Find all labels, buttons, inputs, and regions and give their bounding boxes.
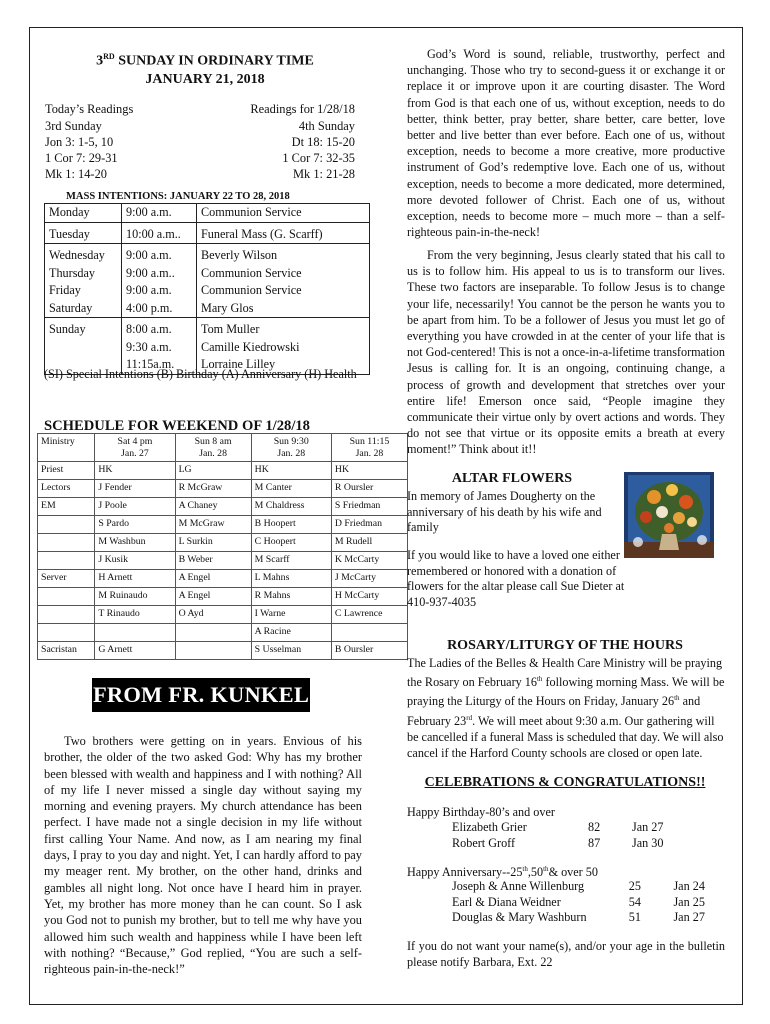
schedule-cell: M Canter xyxy=(251,480,331,498)
next-readings-title: Readings for 1/28/18 xyxy=(250,102,355,116)
schedule-row xyxy=(38,624,408,642)
celebrations-title: CELEBRATIONS & CONGRATULATIONS!! xyxy=(424,775,706,790)
schedule-cell: B Oursler xyxy=(331,642,407,660)
mass-time: 11:15a.m. xyxy=(122,356,197,374)
schedule-cell: S Friedman xyxy=(331,498,407,516)
mass-day: Tuesday xyxy=(45,222,122,244)
schedule-cell: R Oursler xyxy=(331,480,407,498)
schedule-row xyxy=(38,534,408,552)
birthday-item xyxy=(452,820,712,836)
schedule-cell: Priest xyxy=(38,462,95,480)
schedule-cell: D Friedman xyxy=(331,516,407,534)
schedule-header-cell: Sun 8 am Jan. 28 xyxy=(175,434,251,462)
anniversary-item xyxy=(452,879,722,895)
page-title: 3RD SUNDAY IN ORDINARY TIME JANUARY 21, 2018 xyxy=(96,52,314,87)
schedule-row xyxy=(38,588,408,606)
mass-intention-row xyxy=(45,282,370,300)
schedule-cell xyxy=(38,534,95,552)
mass-time: 9:00 a.m. xyxy=(122,282,197,300)
reading-right: Dt 18: 15-20 xyxy=(291,135,355,149)
mass-time: 8:00 a.m. xyxy=(122,318,197,339)
intentions-legend: (SI) Special Intentions (B) Birthday (A) Anniversary (H) Health xyxy=(44,367,357,381)
schedule-cell: A Racine xyxy=(251,624,331,642)
schedule-cell: Sacristan xyxy=(38,642,95,660)
schedule-cell: C Hoopert xyxy=(251,534,331,552)
schedule-row xyxy=(38,462,408,480)
mass-intention: Communion Service xyxy=(201,265,302,280)
reading-right: 4th Sunday xyxy=(298,119,355,133)
schedule-cell: HK xyxy=(331,462,407,480)
birthday-name: Elizabeth Grier xyxy=(452,820,527,834)
schedule-row xyxy=(38,552,408,570)
schedule-cell xyxy=(38,552,95,570)
mass-intention-row xyxy=(45,222,370,244)
schedule-cell: R Mahns xyxy=(251,588,331,606)
birthday-name: Robert Groff xyxy=(452,835,516,850)
schedule-cell: K McCarty xyxy=(331,552,407,570)
anniversary-name: Douglas & Mary Washburn xyxy=(452,910,587,925)
anniversary-date: Jan 27 xyxy=(673,910,705,925)
schedule-cell: J Kusik xyxy=(95,552,175,570)
reading-left: 1 Cor 7: 29-31 xyxy=(45,151,118,165)
schedule-cell xyxy=(95,624,175,642)
schedule-cell: O Ayd xyxy=(175,606,251,624)
birthday-age: 87 xyxy=(588,835,601,850)
schedule-cell xyxy=(38,606,95,624)
schedule-cell: M McGraw xyxy=(175,516,251,534)
mass-day: Sunday xyxy=(45,318,122,339)
schedule-cell: R McGraw xyxy=(175,480,251,498)
mass-time: 4:00 p.m. xyxy=(122,300,197,318)
mass-intention: Lorraine Lilley xyxy=(201,357,276,371)
schedule-cell: H McCarty xyxy=(331,588,407,606)
schedule-row xyxy=(38,498,408,516)
schedule-cell: S Usselman xyxy=(251,642,331,660)
schedule-row xyxy=(38,642,408,660)
schedule-cell: G Arnett xyxy=(95,642,175,660)
mass-intention: Mary Glos xyxy=(201,300,254,315)
schedule-cell xyxy=(175,642,251,660)
schedule-cell: H Arnett xyxy=(95,570,175,588)
birthday-heading: Happy Birthday-80’s and over xyxy=(407,805,555,819)
schedule-header-cell: Sat 4 pm Jan. 27 xyxy=(95,434,175,462)
mass-intentions-table xyxy=(44,203,370,375)
schedule-cell: M Ruinaudo xyxy=(95,588,175,606)
mass-day xyxy=(45,339,122,357)
schedule-header-cell: Sun 11:15 Jan. 28 xyxy=(331,434,407,462)
anniversary-years: 51 xyxy=(628,910,641,925)
anniversary-name: Joseph & Anne Willenburg xyxy=(452,879,585,893)
anniversary-name: Earl & Diana Weidner xyxy=(452,894,561,909)
schedule-cell: M Scarff xyxy=(251,552,331,570)
altar-memory-text: In memory of James Dougherty on the anniversary of his death by his wife and family xyxy=(407,489,602,534)
reading-right: Mk 1: 21-28 xyxy=(293,167,355,181)
birthday-date: Jan 30 xyxy=(632,835,664,850)
anniversary-item xyxy=(452,910,722,926)
schedule-cell: I Warne xyxy=(251,606,331,624)
schedule-cell: M Washbun xyxy=(95,534,175,552)
mass-time: 9:30 a.m. xyxy=(122,339,197,357)
reading-left: Mk 1: 14-20 xyxy=(45,167,107,181)
mass-intention-row xyxy=(45,204,370,223)
schedule-cell xyxy=(38,588,95,606)
schedule-row xyxy=(38,516,408,534)
mass-intention: Funeral Mass (G. Scarff) xyxy=(197,222,370,244)
birthday-date: Jan 27 xyxy=(632,820,664,834)
mass-time: 10:00 a.m.. xyxy=(122,222,197,244)
schedule-cell: M Chaldress xyxy=(251,498,331,516)
mass-intention-row xyxy=(45,318,370,339)
schedule-row xyxy=(38,480,408,498)
schedule-cell: HK xyxy=(251,462,331,480)
schedule-title: SCHEDULE FOR WEEKEND OF 1/28/18 xyxy=(44,418,310,434)
kunkel-title: FROM FR. KUNKEL xyxy=(92,678,310,712)
reading-left: 3rd Sunday xyxy=(45,119,102,133)
schedule-header-row xyxy=(38,434,408,462)
schedule-cell xyxy=(38,624,95,642)
mass-day: Monday xyxy=(45,204,122,223)
mass-intention: Beverly Wilson xyxy=(197,244,370,265)
schedule-cell: A Engel xyxy=(175,588,251,606)
schedule-cell: B Hoopert xyxy=(251,516,331,534)
mass-intention: Camille Kiedrowski xyxy=(201,339,300,354)
mass-day: Saturday xyxy=(45,300,122,318)
schedule-cell: L Mahns xyxy=(251,570,331,588)
schedule-cell: C Lawrence xyxy=(331,606,407,624)
schedule-cell: LG xyxy=(175,462,251,480)
schedule-cell: A Engel xyxy=(175,570,251,588)
reading-right: 1 Cor 7: 32-35 xyxy=(282,151,355,165)
mass-day: Thursday xyxy=(45,265,122,283)
schedule-cell: EM xyxy=(38,498,95,516)
schedule-cell xyxy=(175,624,251,642)
schedule-cell: B Weber xyxy=(175,552,251,570)
rosary-text: The Ladies of the Belles & Health Care Ministry will be praying the Rosary on February 16th following morning Mass. We will be praying the Liturgy of the Hours on Friday, January 26th and February 23rd. We will meet about 9:30 a.m. Our gathering will be cancelled if a funeral Mass is scheduled that day. We will also cancel if the Harford County schools are closed or open late. xyxy=(407,656,725,761)
anniversary-item xyxy=(452,895,722,911)
schedule-row xyxy=(38,570,408,588)
birthday-age: 82 xyxy=(588,820,601,834)
anniversary-list xyxy=(452,879,722,926)
rosary-title: ROSARY/LITURGY OF THE HOURS xyxy=(447,638,683,653)
kunkel-story: Two brothers were getting on in years. Envious of his brother, the older of the two asked God: Why has my brother been blessed with wealth and happiness and I with nothing? All of my life I never missed a single day without saying my morning and evening prayers. My church attendance has been perfect. I have made not a single decision in my life without first calling Your Name. And now, as I am nearing my final days, I pray to you day and night. Yet, I can hardly afford to pay my meager rent. My brother, on the other hand, drinks and gambles all night long. Not once have I heard him in prayer. Yet, my brother has more money than he can count. So I ask you God not to punish my brother, but to tell me why have you allowed him such wealth and happiness while I have been left with nothing? “Because,” God replied, “You are such a self-righteous pain-in-the-neck!” xyxy=(44,734,362,977)
anniversary-date: Jan 25 xyxy=(673,894,705,909)
altar-request-text: If you would like to have a loved one either remembered or honored with a donation of flowers for the altar please call Sue Dieter at 410-937-4035 xyxy=(407,548,625,609)
schedule-cell: Lectors xyxy=(38,480,95,498)
schedule-row xyxy=(38,606,408,624)
mass-intention-row xyxy=(45,244,370,265)
altar-flowers-title: ALTAR FLOWERS xyxy=(451,471,573,486)
schedule-cell: HK xyxy=(95,462,175,480)
schedule-header-cell: Ministry xyxy=(38,434,95,462)
schedule-cell: J Poole xyxy=(95,498,175,516)
mass-day: Wednesday xyxy=(45,244,122,265)
schedule-cell: S Pardo xyxy=(95,516,175,534)
mass-time: 9:00 a.m. xyxy=(122,244,197,265)
mass-intention-row xyxy=(45,339,370,357)
schedule-cell: J Fender xyxy=(95,480,175,498)
anniversary-years: 25 xyxy=(628,879,641,893)
mass-time: 9:00 a.m. xyxy=(122,204,197,223)
birthday-item xyxy=(452,836,712,852)
todays-readings-title: Today’s Readings xyxy=(45,102,134,116)
mass-intentions-heading: MASS INTENTIONS: JANUARY 22 TO 28, 2018 xyxy=(66,191,290,202)
anniversary-years: 54 xyxy=(628,894,641,909)
mass-intention: Communion Service xyxy=(201,283,302,297)
reading-left: Jon 3: 1-5, 10 xyxy=(45,135,114,149)
schedule-cell xyxy=(331,624,407,642)
schedule-header-cell: Sun 9:30 Jan. 28 xyxy=(251,434,331,462)
birthday-list xyxy=(452,820,712,851)
reflection-paragraph-2: From the very beginning, Jesus clearly stated that his call to us is to follow him. His appeal to us is to transform our lives. These two factors are inseparable. To follow Jesus is to change your life, necessarily! You cannot be the person he wants you to be apart from him. To be a follower of Jesus you must let go of everything you have crowded in at the center of your life that is not God-centered! This is not a once-in-a-lifetime transformation Jesus is calling for. It is an ongoing, continuing change, a process of growth and development that stretches over your entire life! Emerson once said, “People imagine they communicate their virtue only by overt actions and words. They do not see that virtue or its opposite emits a breath at every moment!” Think about it!! xyxy=(407,248,725,457)
schedule-cell: A Chaney xyxy=(175,498,251,516)
flower-arrangement-image xyxy=(624,472,714,558)
anniversary-heading: Happy Anniversary--25th,50th& over 50 xyxy=(407,865,598,880)
privacy-notice: If you do not want your name(s), and/or your age in the bulletin please notify Barbara, Ext. 22 xyxy=(407,939,725,970)
mass-intention-row xyxy=(45,265,370,283)
schedule-table xyxy=(37,433,408,660)
schedule-cell: Server xyxy=(38,570,95,588)
mass-intention: Communion Service xyxy=(201,205,302,219)
schedule-cell: M Rudell xyxy=(331,534,407,552)
schedule-cell: L Surkin xyxy=(175,534,251,552)
readings-block xyxy=(45,101,355,182)
reflection-paragraph-1: God’s Word is sound, reliable, trustworthy, perfect and unchanging. Those who try to second-guess it or exchange it or replace it or improve upon it are courting disaster. The Word from God is that each one of us, without exception, needs to do better, think better, pray better, share better, care better, love better and live better than ever before. Each one of us, without exception, needs to become a more creative, more productive instrument of God’s redemptive love. Each one of us, without exception, needs to become a more dedicated, more determined, more devoted follower of Christ. Each one of us, without exception, needs to become more – much more – than a self-righteous pain-in-the-neck! xyxy=(407,47,725,240)
schedule-cell: J McCarty xyxy=(331,570,407,588)
schedule-cell xyxy=(38,516,95,534)
anniversary-date: Jan 24 xyxy=(673,879,705,893)
mass-day: Friday xyxy=(45,282,122,300)
mass-time: 9:00 a.m.. xyxy=(122,265,197,283)
mass-intention: Tom Muller xyxy=(197,318,370,339)
schedule-cell: T Rinaudo xyxy=(95,606,175,624)
mass-intention-row xyxy=(45,300,370,318)
